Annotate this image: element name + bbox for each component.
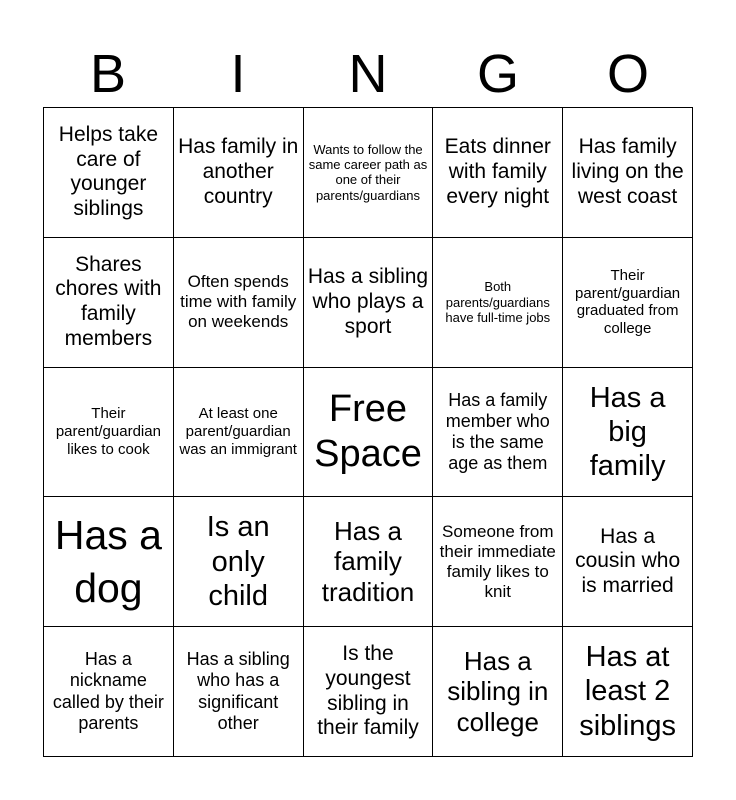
bingo-cell-11: Their parent/guardian likes to cook	[44, 368, 174, 498]
bingo-cell-1: Helps take care of younger siblings	[44, 108, 174, 238]
bingo-cell-14: Has a family member who is the same age as them	[433, 368, 563, 498]
bingo-cell-24: Has a sibling in college	[433, 627, 563, 757]
bingo-cell-3: Wants to follow the same career path as one of their parents/guardians	[304, 108, 434, 238]
bingo-cell-16: Has a dog	[44, 497, 174, 627]
bingo-cell-5: Has family living on the west coast	[563, 108, 693, 238]
header-letter-n: N	[348, 44, 388, 104]
bingo-cell-9: Both parents/guardians have full-time jobs	[433, 238, 563, 368]
bingo-cell-2: Has family in another country	[174, 108, 304, 238]
bingo-cell-20: Has a cousin who is married	[563, 497, 693, 627]
bingo-cell-17: Is an only child	[174, 497, 304, 627]
bingo-cell-18: Has a family tradition	[304, 497, 434, 627]
bingo-cell-6: Shares chores with family members	[44, 238, 174, 368]
bingo-header	[43, 40, 693, 108]
bingo-cell-7: Often spends time with family on weekends	[174, 238, 304, 368]
bingo-cell-8: Has a sibling who plays a sport	[304, 238, 434, 368]
bingo-cell-15: Has a big family	[563, 368, 693, 498]
bingo-cell-25: Has at least 2 siblings	[563, 627, 693, 757]
bingo-cell-4: Eats dinner with family every night	[433, 108, 563, 238]
bingo-cell-23: Is the youngest sibling in their family	[304, 627, 434, 757]
bingo-cell-12: At least one parent/guardian was an immigrant	[174, 368, 304, 498]
bingo-cell-19: Someone from their immediate family likes to knit	[433, 497, 563, 627]
bingo-card-grid	[43, 107, 693, 757]
bingo-cell-10: Their parent/guardian graduated from college	[563, 238, 693, 368]
bingo-cell-22: Has a sibling who has a significant other	[174, 627, 304, 757]
bingo-cell-free-space: Free Space	[304, 368, 434, 498]
header-letter-o: O	[606, 44, 649, 104]
header-letter-i: I	[230, 44, 246, 104]
bingo-cell-21: Has a nickname called by their parents	[44, 627, 174, 757]
header-letter-b: B	[89, 44, 127, 104]
header-letter-g: G	[476, 44, 519, 104]
